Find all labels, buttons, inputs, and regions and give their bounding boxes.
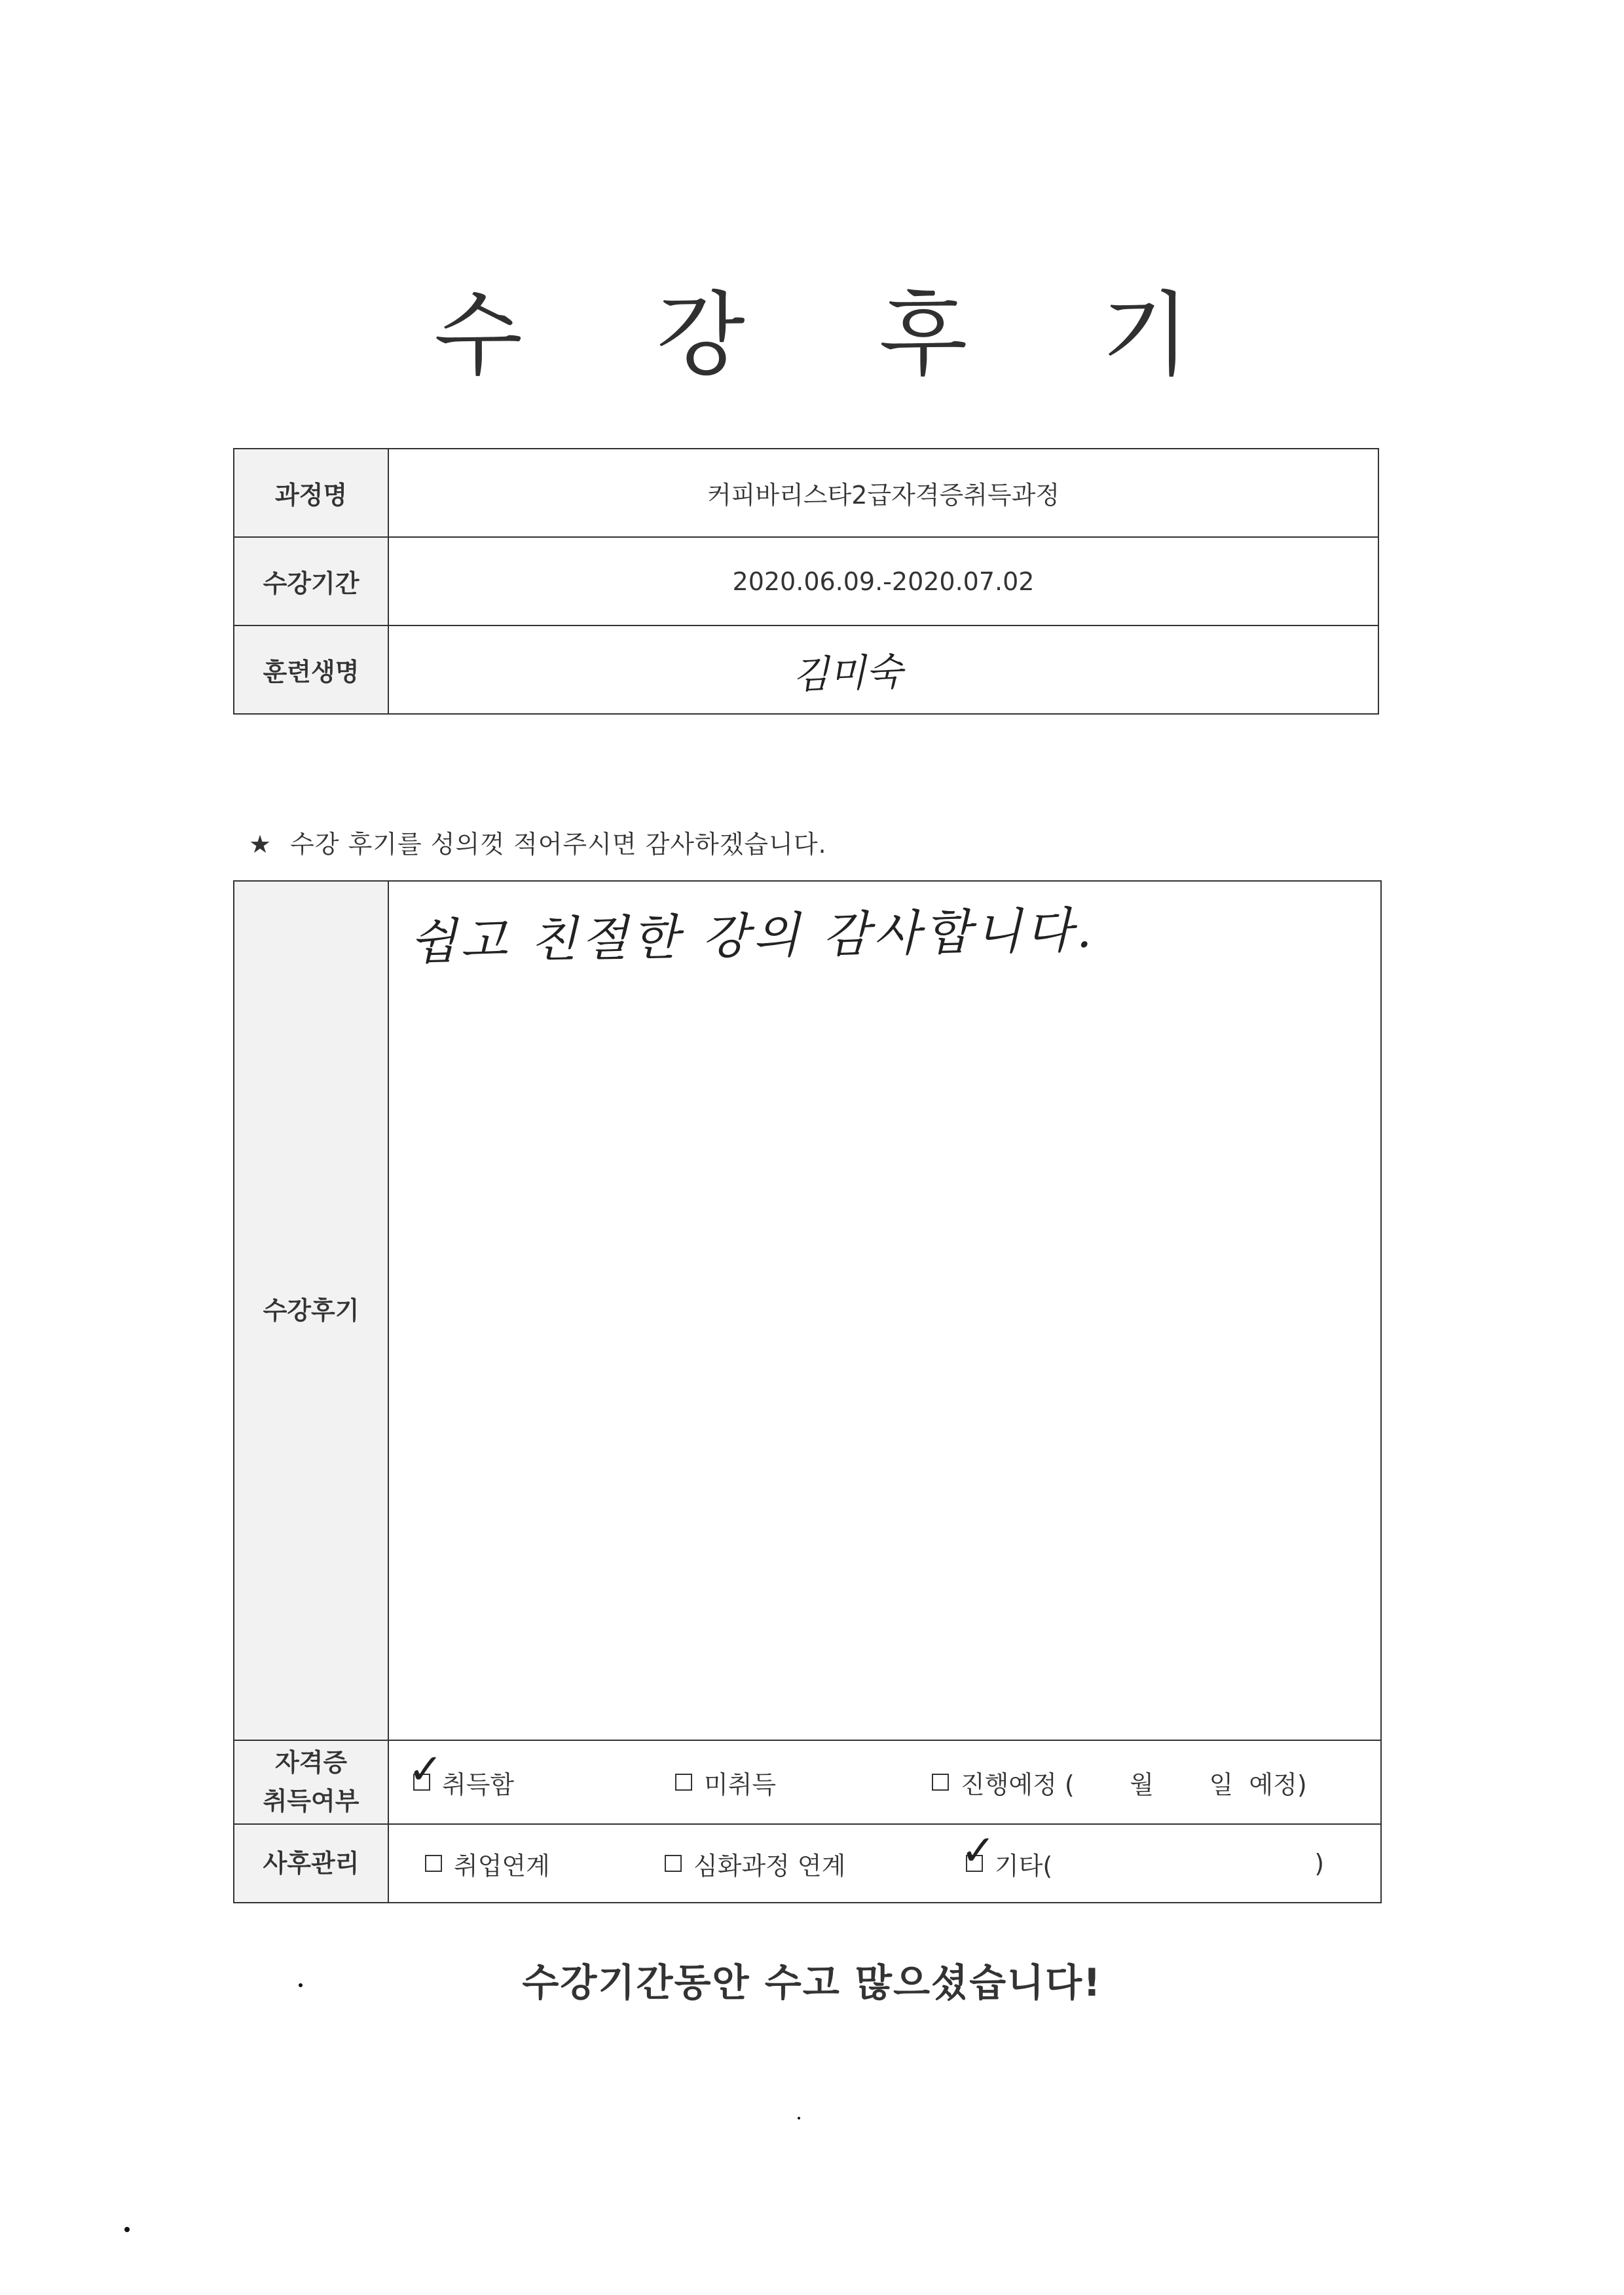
option-acquired-label: 취득함 [442,1770,515,1799]
option-other-close: ) [1314,1849,1325,1878]
course-label: 과정명 [234,449,388,537]
scan-speck [299,1983,303,1987]
certificate-label-line1: 자격증 [274,1748,348,1778]
instruction-text: 수강 후기를 성의껏 적어주시면 감사하겠습니다. [290,830,827,859]
checkbox-job[interactable] [425,1855,442,1872]
aftercare-label: 사후관리 [234,1824,388,1903]
star-icon: ★ [249,830,272,859]
certificate-label [234,1740,388,1824]
review-label: 수강후기 [234,881,388,1740]
option-not-acquired[interactable] [675,1764,932,1801]
trainee-row [234,625,1378,714]
checkbox-other[interactable] [961,1827,996,1875]
option-job-label: 취업연계 [454,1851,550,1880]
footer-message: 수강기간동안 수고 많으셨습니다! [522,1960,1102,2005]
review-row [234,881,1381,1740]
option-advanced[interactable] [665,1846,966,1882]
scan-speck [124,2227,130,2232]
instruction-note [249,824,827,860]
review-handwritten-text: 쉽고 친절한 강의 감사합니다. [409,902,1096,971]
period-value: 2020.06.09.-2020.07.02 [388,537,1378,625]
trainee-label: 훈련생명 [234,625,388,714]
review-body [388,881,1381,1740]
option-in-progress[interactable] [932,1764,1307,1801]
checkbox-advanced[interactable] [665,1855,682,1872]
course-row [234,449,1378,537]
option-other-label: 기타( [995,1851,1053,1880]
trainee-name-handwritten: 김미숙 [791,648,904,698]
option-job[interactable] [425,1846,665,1882]
checkbox-in-progress[interactable] [932,1774,949,1791]
option-advanced-label: 심화과정 연계 [693,1851,846,1880]
certificate-label-line2: 취득여부 [263,1787,360,1816]
course-info-table [233,448,1379,715]
checkbox-acquired[interactable] [408,1745,443,1794]
certificate-options [388,1740,1381,1824]
option-in-progress-label: 진행예정 ( 월 일 예정) [961,1770,1307,1799]
option-not-acquired-label: 미취득 [704,1770,777,1799]
review-table [233,880,1382,1903]
course-value: 커피바리스타2급자격증취득과정 [388,449,1378,537]
page-title: 수 강 후 기 [434,282,1243,389]
scan-speck [798,2117,800,2119]
period-row [234,537,1378,625]
aftercare-row [234,1824,1381,1903]
option-acquired[interactable] [408,1745,675,1801]
trainee-value-cell [388,625,1378,714]
checkbox-not-acquired[interactable] [675,1774,692,1791]
period-label: 수강기간 [234,537,388,625]
aftercare-options [388,1824,1381,1903]
option-other[interactable] [961,1827,1325,1882]
check-mark-icon: ✓ [961,1827,996,1875]
certificate-row [234,1740,1381,1824]
check-mark-icon: ✓ [408,1745,443,1794]
